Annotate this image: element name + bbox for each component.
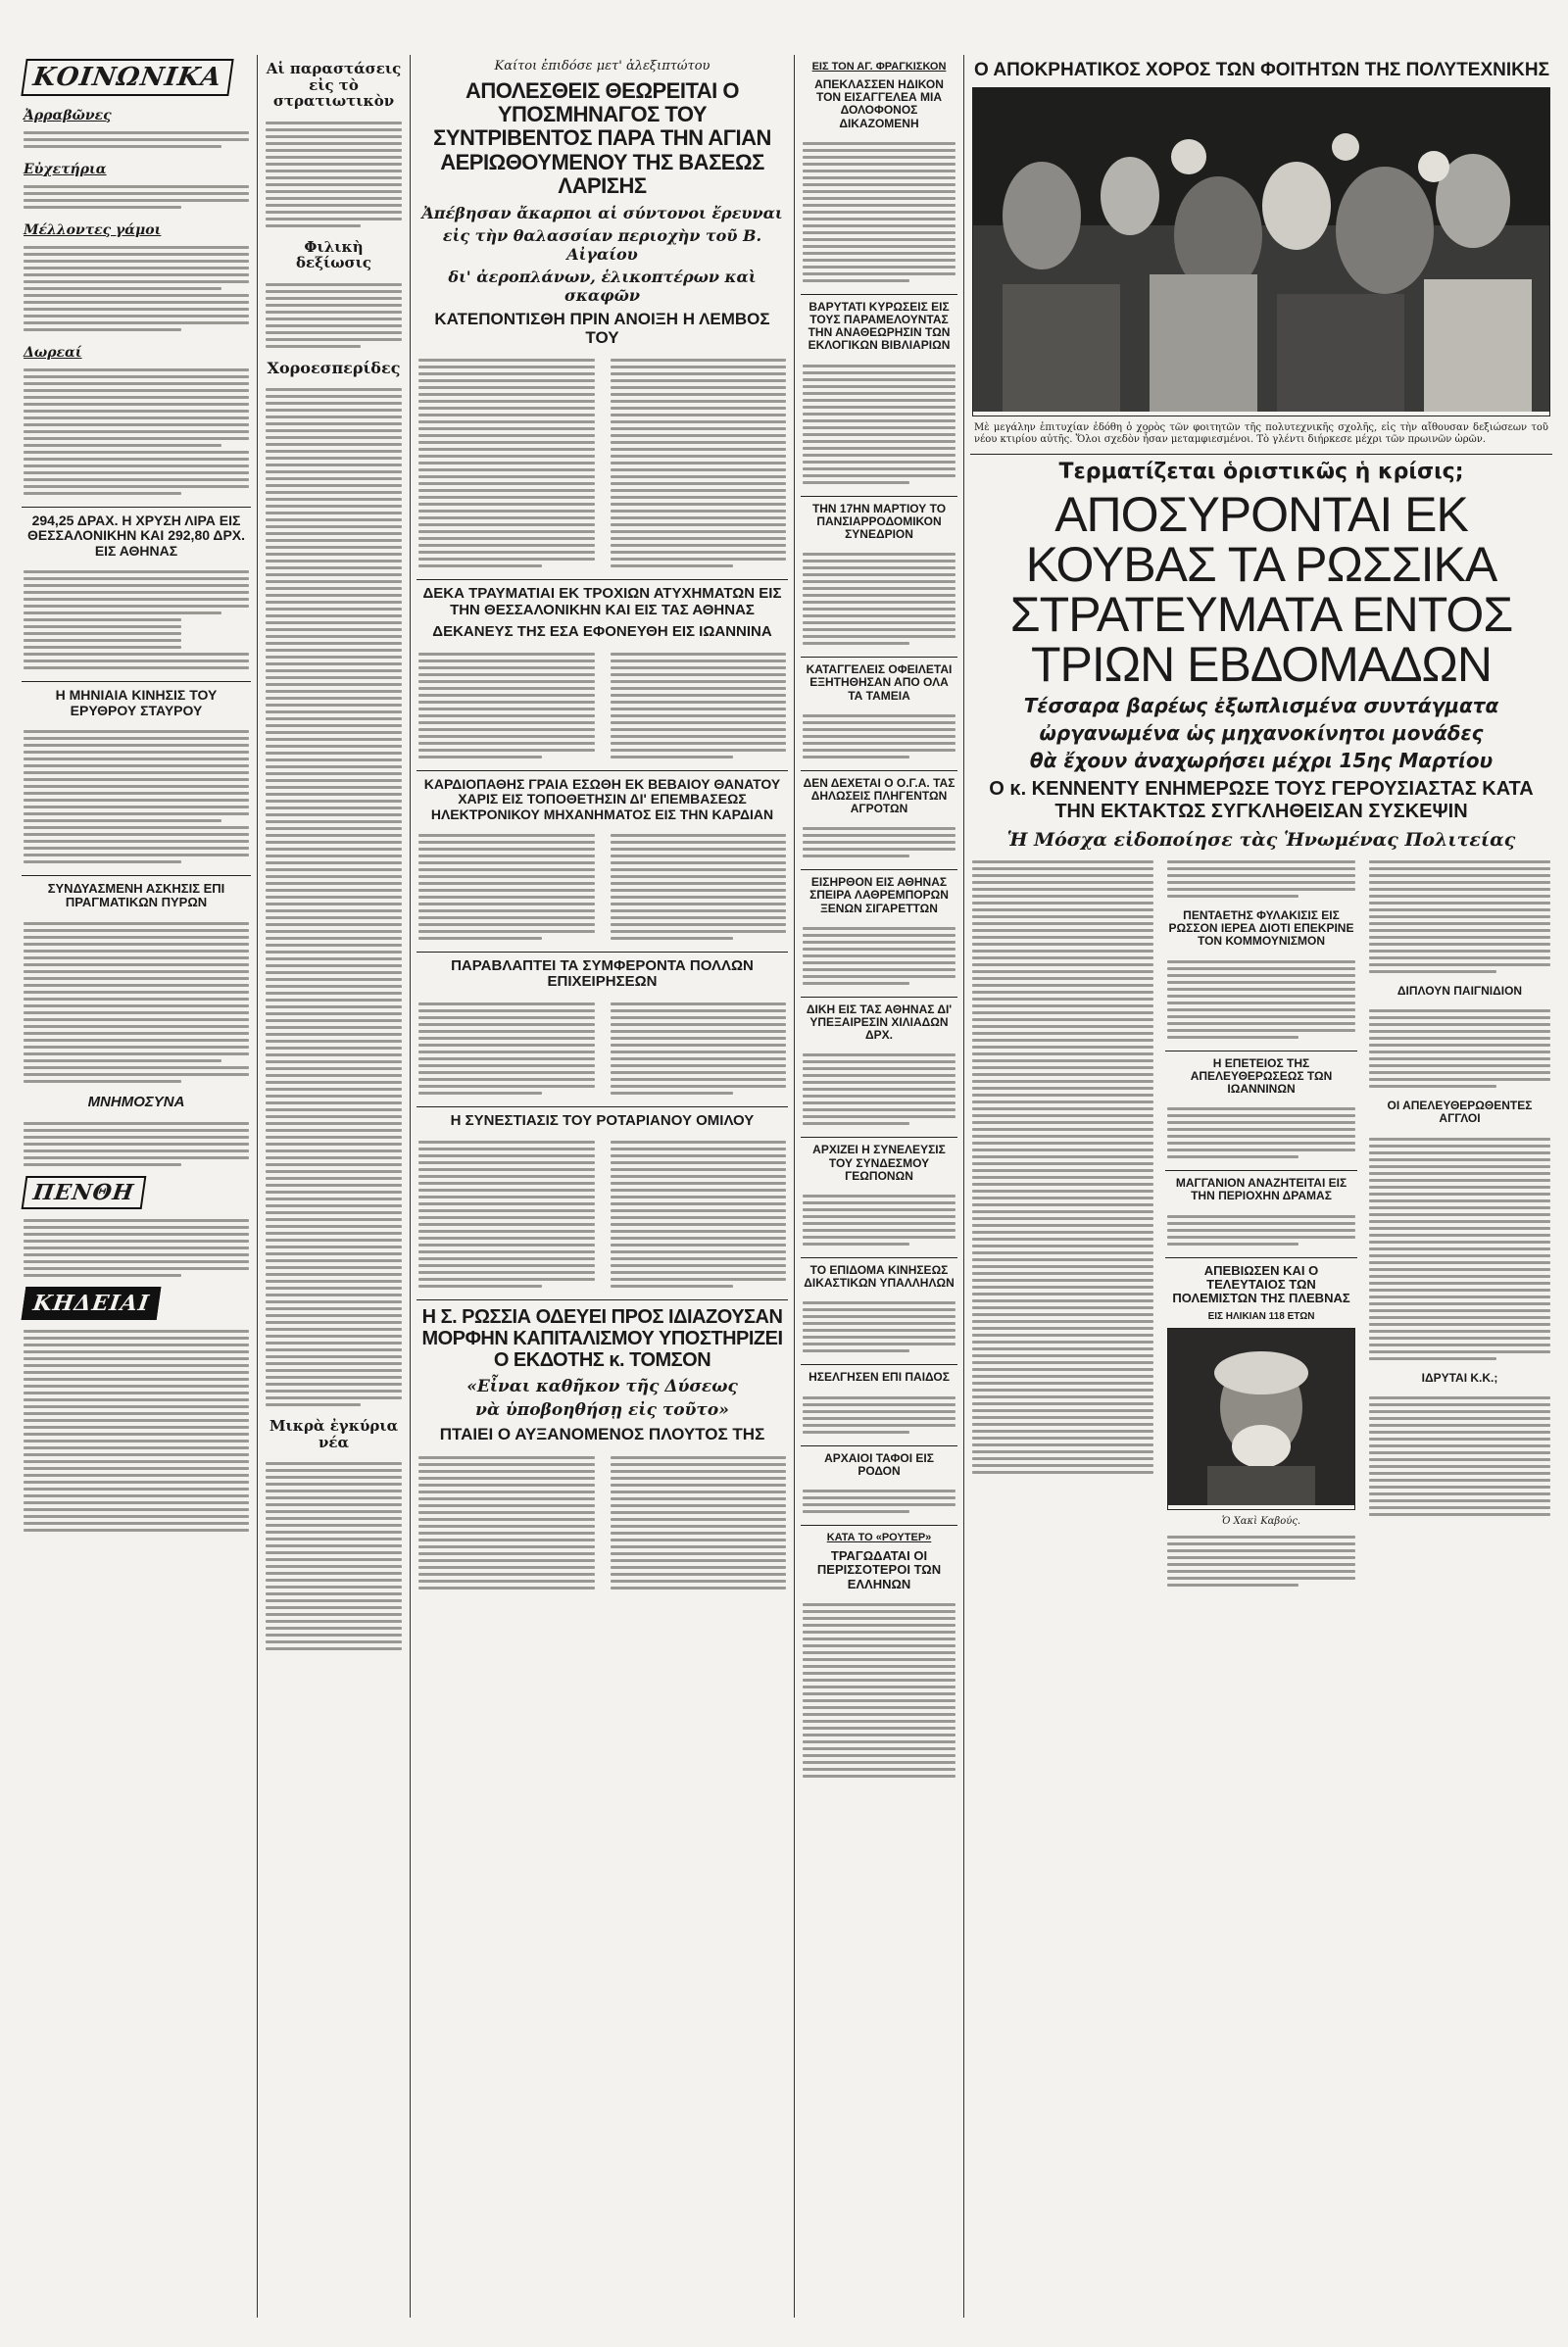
article-body [799, 1189, 959, 1251]
article-body [20, 916, 253, 1089]
article-body [968, 855, 1157, 1480]
divider [416, 579, 788, 580]
sub-column [1163, 855, 1359, 1592]
headline-pacemaker: ΚΑΡΔΙΟΠΑΘΗΣ ΓΡΑΙΑ ΕΣΩΘΗ ΕΚ ΒΕΒΑΙΟΥ ΘΑΝΑΤΟΥ ΧΑΡΙΣ ΕΙΣ ΤΟΠΟΘΕΤΗΣΙΝ ΔΙ' ΕΠΕΜΒΑΣΕΩΣ ΗΛΕΚΤΡΟΝΙΚΟΥ ΜΗΧΑΝΗΜΑΤΟΣ ΕΙΣ ΤΗΝ ΚΑΡΔΙΑΝ [423, 775, 781, 822]
headline-reception: Φιλικὴ δεξίωσις [296, 237, 371, 271]
headline-polytechnic-ball: Ο ΑΠΟΚΡΗΑΤΙΚΟΣ ΧΟΡΟΣ ΤΩΝ ΦΟΙΤΗΤΩΝ ΤΗΣ ΠΟΛΥΤΕΧΝΙΚΗΣ [974, 60, 1549, 80]
headline-released-british: ΟΙ ΑΠΕΛΕΥΘΕΡΩΘΕΝΤΕΣ ΑΓΓΛΟΙ [1387, 1099, 1533, 1126]
column-rule [963, 55, 964, 2318]
column-rule [410, 55, 411, 2318]
article-body [262, 277, 406, 354]
article-body [799, 709, 959, 764]
article-body [1365, 855, 1554, 979]
kicker-crisis: Τερματίζεται ὁριστικῶς ἡ κρίσις; [1058, 459, 1464, 484]
column-events [262, 55, 406, 2318]
article-body [799, 547, 959, 651]
column-social [20, 55, 253, 2318]
divider [416, 1299, 788, 1300]
subheadline: ὠργανωμένα ὡς μηχανοκίνητοι μονάδες [1039, 721, 1484, 746]
portrait-image [1168, 1329, 1354, 1505]
subheadline: δι' ἀεροπλάνων, ἑλικοπτέρων καὶ σκαφῶν [448, 267, 757, 305]
headline-wealth: ΠΤΑΙΕΙ Ο ΑΥΞΑΝΟΜΕΝΟΣ ΠΛΟΥΤΟΣ ΤΗΣ [439, 1425, 765, 1444]
article-body [20, 1324, 253, 1538]
divider [801, 869, 957, 870]
article-body [20, 240, 253, 337]
headline-age: ΕΙΣ ΗΛΙΚΙΑΝ 118 ΕΤΩΝ [1207, 1311, 1315, 1323]
article-body [799, 1391, 959, 1440]
divider [801, 1137, 957, 1138]
article-body [799, 921, 959, 991]
section-social-title: ΚΟΙΝΩΝΙΚΑ [21, 59, 233, 96]
divider [416, 1106, 788, 1107]
kicker: ΚΑΤΑ ΤΟ «ΡΟΥΤΕΡ» [826, 1531, 932, 1543]
article-body [799, 1048, 959, 1131]
article-body [1365, 1391, 1554, 1522]
headline-red-cross: Η ΜΗΝΙΑΙΑ ΚΙΝΗΣΙΣ ΤΟΥ ΕΡΥΘΡΟΥ ΣΤΑΥΡΟΥ [55, 687, 218, 718]
article-body [799, 1597, 959, 1784]
subheadline: εἰς τὴν θαλασσίαν περιοχὴν τοῦ Β. Αἰγαίου [442, 225, 762, 264]
column-front-feature [968, 55, 1554, 2318]
article-body [415, 828, 790, 946]
article-body [20, 724, 253, 869]
divider [801, 1525, 957, 1526]
sub-column [968, 855, 1157, 1592]
headline-kennedy: Ο κ. ΚΕΝΝΕΝΤΥ ΕΝΗΜΕΡΩΣΕ ΤΟΥΣ ΓΕΡΟΥΣΙΑΣΤΑΣ ΚΑΤΑ ΤΗΝ ΕΚΤΑΚΤΩΣ ΣΥΓΚΛΗΘΕΙΣΑΝ ΣΥΣΚΕΨΙΝ [989, 778, 1534, 823]
column-rule [794, 55, 795, 2318]
quote-headline: «Εἶναι καθῆκον τῆς Δύσεως [466, 1377, 738, 1397]
article-body [20, 1213, 253, 1283]
section-funerals: ΚΗΔΕΙΑΙ [22, 1287, 162, 1320]
article-body [262, 116, 406, 233]
quote-headline: νὰ ὑποβοηθήσῃ εἰς τοῦτο» [475, 1400, 729, 1421]
headline-founded: ΙΔΡΥΤΑΙ Κ.Κ.; [1421, 1370, 1498, 1385]
headline-double-game: ΔΙΠΛΟΥΝ ΠΑΙΓΝΙΔΙΟΝ [1396, 984, 1523, 999]
article-body [799, 821, 959, 863]
headline-manganese: ΜΑΓΓΑΝΙΟΝ ΑΝΑΖΗΤΕΙΤΑΙ ΕΙΣ ΤΗΝ ΠΕΡΙΟΧΗΝ ΔΡΑΜΑΣ [1175, 1176, 1348, 1203]
subheadline: Τέσσαρα βαρέως ἐξωπλισμένα συντάγματα [1023, 694, 1499, 718]
subsection-weddings: Μέλλοντες γάμοι [24, 222, 162, 238]
article-body [1163, 1209, 1359, 1251]
headline-performances: Αἱ παραστάσεις εἰς τὸ στρατιωτικὸν [266, 60, 402, 110]
headline-electoral: ΒΑΡΥΤΑΤΙ ΚΥΡΩΣΕΙΣ ΕΙΣ ΤΟΥΣ ΠΑΡΑΜΕΛΟΥΝΤΑΣ ΤΗΝ ΑΝΑΘΕΩΡΗΣΙΝ ΤΩΝ ΕΚΛΟΓΙΚΩΝ ΒΙΒΛΙΑΡΙΩΝ [808, 299, 951, 353]
photo-caption: Μὲ μεγάλην ἐπιτυχίαν ἐδόθη ὁ χορὸς τῶν φοιτητῶν τῆς πολυτεχνικῆς σχολῆς, εἰς τὴν αἴθουσαν δεξιώσεων τοῦ νέου κτιρίου αὐτῆς. Ὅλοι σχεδὸν ἦσαν μεταμφιεσμένοι. Τὸ γλέντι διήρκεσε μέχρι τῶν πρωινῶν ὡρῶν. [974, 421, 1548, 445]
headline-smugglers: ΕΙΣΗΡΘΟΝ ΕΙΣ ΑΘΗΝΑΣ ΣΠΕΙΡΑ ΛΑΘΡΕΜΠΟΡΩΝ ΞΕΝΩΝ ΣΙΓΑΡΕΤΤΩΝ [809, 875, 949, 915]
photo-image [973, 88, 1549, 412]
kicker: Καίτοι ἐπιδόσε μετ' ἀλεξιπτώτου [494, 59, 710, 73]
subsection-engagements: Ἀρραβῶνες [24, 108, 112, 123]
subheadline: θὰ ἔχουν ἀναχωρήσει μέχρι 15ης Μαρτίου [1029, 749, 1494, 773]
headline-rhodes-tombs: ΑΡΧΑΙΟΙ ΤΑΦΟΙ ΕΙΣ ΡΟΔΟΝ [824, 1450, 934, 1478]
headline-russia-capitalism: Η Σ. ΡΩΣΣΙΑ ΟΔΕΥΕΙ ΠΡΟΣ ΙΔΙΑΖΟΥΣΑΝ ΜΟΡΦΗΝ ΚΑΠΙΤΑΛΙΣΜΟΥ ΥΠΟΣΤΗΡΙΖΕΙ Ο ΕΚΔΟΤΗΣ κ. ΤΟΜΣΟΝ [421, 1306, 783, 1372]
divider [22, 507, 251, 508]
headline-cuba-withdrawal: ΑΠΟΣΥΡΟΝΤΑΙ ΕΚ ΚΟΥΒΑΣ ΤΑ ΡΩΣΣΙΚΑ ΣΤΡΑΤΕΥΜΑΤΑ ΕΝΤΟΣ ΤΡΙΩΝ ΕΒΔΟΜΑΔΩΝ [1009, 487, 1513, 693]
article-body [415, 1135, 790, 1294]
headline-pilot-lost: ΑΠΟΛΕΣΘΕΙΣ ΘΕΩΡΕΙΤΑΙ Ο ΥΠΟΣΜΗΝΑΓΟΣ ΤΟΥ ΣΥΝΤΡΙΒΕΝΤΟΣ ΠΑΡΑ ΤΗΝ ΑΓΙΑΝ ΑΕΡΙΩΘΟΥΜΕΝΟΥ ΤΗΣ ΒΑΣΕΩΣ ΛΑΡΙΣΗΣ [433, 78, 771, 198]
divider [416, 770, 788, 771]
article-body [799, 1296, 959, 1358]
divider [970, 454, 1552, 455]
divider [801, 1364, 957, 1365]
headline-dances: Χοροεσπερίδες [267, 358, 401, 377]
divider [801, 496, 957, 497]
headline-fire-exercise: ΣΥΝΔΥΑΣΜΕΝΗ ΑΣΚΗΣΙΣ ΕΠΙ ΠΡΑΓΜΑΤΙΚΩΝ ΠΥΡΩΝ [47, 880, 225, 910]
article-body [799, 1484, 959, 1519]
column-briefs [799, 55, 959, 2318]
headline-rotary: Η ΣΥΝΕΣΤΙΑΣΙΣ ΤΟΥ ΡΟΤΑΡΙΑΝΟΥ ΟΜΙΛΟΥ [450, 1111, 755, 1129]
divider [22, 875, 251, 876]
article-body [20, 1116, 253, 1172]
sub-column [1365, 855, 1554, 1592]
article-body [799, 136, 959, 288]
subsection-wishes: Εὐχετήρια [24, 162, 107, 177]
article-body [1163, 855, 1359, 904]
three-column-block [968, 855, 1554, 1592]
headline-traffic-injuries: ΔΕΚΑ ΤΡΑΥΜΑΤΙΑΙ ΕΚ ΤΡΟΧΙΩΝ ΑΤΥΧΗΜΑΤΩΝ ΕΙΣ ΤΗΝ ΘΕΣΣΑΛΟΝΙΚΗΝ ΚΑΙ ΕΙΣ ΤΑΣ ΑΘΗΝΑΣ [422, 585, 782, 618]
kicker: ΕΙΣ ΤΟΝ ΑΓ. ΦΡΑΓΚΙΣΚΟΝ [811, 61, 947, 73]
subheadline: Ἀπέβησαν ἄκαρποι αἱ σύντονοι ἔρευναι [421, 203, 783, 222]
headline-ioannina: Η ΕΠΕΤΕΙΟΣ ΤΗΣ ΑΠΕΛΕΥΘΕΡΩΣΕΩΣ ΤΩΝ ΙΩΑΝΝΙΝΩΝ [1190, 1055, 1333, 1097]
portrait-photo [1167, 1328, 1355, 1510]
headline-corporal-killed: ΔΕΚΑΝΕΥΣ ΤΗΣ ΕΣΑ ΕΦΟΝΕΥΘΗ ΕΙΣ ΙΩΑΝΝΙΝΑ [432, 623, 772, 641]
article-body [1163, 954, 1359, 1045]
article-body [262, 382, 406, 1412]
divider [801, 1445, 957, 1446]
article-body [415, 647, 790, 764]
subheadline: Ἡ Μόσχα εἰδοποίησε τὰς Ἡνωμένας Πολιτείας [1006, 829, 1516, 852]
headline-congress: ΤΗΝ 17ΗΝ ΜΑΡΤΙΟΥ ΤΟ ΠΑΝΣΙΑΡΡΟΔΟΜΙΚΟΝ ΣΥΝΕΔΡΙΟΝ [811, 501, 947, 541]
subsection-donations: Δωρεαί [24, 345, 82, 361]
headline-child-abuse: ΗΣΕΛΓΗΣΕΝ ΕΠΙ ΠΑΙΔΟΣ [808, 1370, 950, 1385]
divider [801, 1257, 957, 1258]
divider [801, 770, 957, 771]
article-body [1163, 1530, 1359, 1592]
headline-gold-sovereign: 294,25 ΔΡΑΧ. Η ΧΡΥΣΗ ΛΙΡΑ ΕΙΣ ΘΕΣΣΑΛΟΝΙΚΗΝ ΚΑΙ 292,80 ΔΡΧ. ΕΙΣ ΑΘΗΝΑΣ [26, 513, 246, 559]
article-body [415, 1450, 790, 1595]
article-body [1365, 1132, 1554, 1366]
article-body [1163, 1101, 1359, 1164]
section-memorials: ΜΝΗΜΟΣΥΝΑ [87, 1093, 185, 1110]
article-body [799, 359, 959, 490]
portrait-caption: Ὁ Χακὶ Καβούς. [1221, 1516, 1301, 1528]
headline-priest-jailed: ΠΕΝΤΑΕΤΗΣ ΦΥΛΑΚΙΣΙΣ ΕΙΣ ΡΩΣΣΟΝ ΙΕΡΕΑ ΔΙΟΤΙ ΕΠΕΚΡΙΝΕ ΤΟΝ ΚΟΜΜΟΥΝΙΣΜΟΝ [1168, 908, 1354, 949]
divider [1165, 1257, 1357, 1258]
photo-carnival-ball [972, 87, 1550, 416]
article-body [20, 125, 253, 154]
headline-prosecutor: ΑΠΕΚΛΑΣΣΕΝ ΗΔΙΚΟΝ ΤΟΝ ΕΙΣΑΓΓΕΛΕΑ ΜΙΑ ΔΟΛΟΦΟΝΟΣ ΔΙΚΑΖΟΜΕΝΗ [814, 77, 944, 130]
headline-agronomists: ΑΡΧΙΖΕΙ Η ΣΥΝΕΛΕΥΣΙΣ ΤΟΥ ΣΥΝΔΕΣΜΟΥ ΓΕΩΠΟΝΩΝ [812, 1143, 946, 1183]
article-body [415, 997, 790, 1100]
divider [1165, 1170, 1357, 1171]
divider [801, 294, 957, 295]
headline-small-news: Μικρὰ ἐγκύρια νέα [269, 1417, 399, 1451]
divider [801, 657, 957, 658]
column-main-news [415, 55, 790, 2318]
headline-business-interests: ΠΑΡΑΒΛΑΠΤΕΙ ΤΑ ΣΥΜΦΕΡΟΝΤΑ ΠΟΛΛΩΝ ΕΠΙΧΕΙΡΗΣΕΩΝ [451, 956, 754, 991]
article-body [415, 353, 790, 573]
article-body [20, 179, 253, 215]
headline-court-staff: ΤΟ ΕΠΙΔΟΜΑ ΚΙΝΗΣΕΩΣ ΔΙΚΑΣΤΙΚΩΝ ΥΠΑΛΛΗΛΩΝ [804, 1262, 955, 1291]
headline-embezzlement: ΔΙΚΗ ΕΙΣ ΤΑΣ ΑΘΗΝΑΣ ΔΙ' ΥΠΕΞΑΙΡΕΣΙΝ ΧΙΛΙΑΔΩΝ ΔΡΧ. [806, 1002, 953, 1043]
headline-debts: ΚΑΤΑΓΓΕΛΕΙΣ ΟΦΕΙΛΕΤΑΙ ΕΞΗΤΗΘΗΣΑΝ ΑΠΟ ΟΛΑ ΤΑ ΤΑΜΕΙΑ [806, 662, 953, 703]
article-body [20, 363, 253, 501]
divider [416, 952, 788, 953]
headline-sank: ΚΑΤΕΠΟΝΤΙΣΘΗ ΠΡΙΝ ΑΝΟΙΞΗ Η ΛΕΜΒΟΣ ΤΟΥ [434, 309, 770, 347]
headline-oga: ΔΕΝ ΔΕΧΕΤΑΙ Ο Ο.Γ.Α. ΤΑΣ ΔΗΛΩΣΕΙΣ ΠΛΗΓΕΝΤΩΝ ΑΓΡΟΤΩΝ [803, 775, 956, 816]
article-body [262, 1456, 406, 1656]
article-body [20, 564, 253, 675]
divider [801, 997, 957, 998]
headline-plevna-veteran: ΑΠΕΒΙΩΣΕΝ ΚΑΙ Ο ΤΕΛΕΥΤΑΙΟΣ ΤΩΝ ΠΟΛΕΜΙΣΤΩΝ ΤΗΣ ΠΛΕΒΝΑΣ [1172, 1262, 1350, 1306]
section-mourning: ΠΕΝΘΗ [22, 1176, 146, 1209]
headline-greeks-sing: ΤΡΑΓΩΔΑΤΑΙ ΟΙ ΠΕΡΙΣΣΟΤΕΡΟΙ ΤΩΝ ΕΛΛΗΝΩΝ [816, 1548, 942, 1591]
divider [22, 681, 251, 682]
column-rule [257, 55, 258, 2318]
article-body [1365, 1003, 1554, 1094]
